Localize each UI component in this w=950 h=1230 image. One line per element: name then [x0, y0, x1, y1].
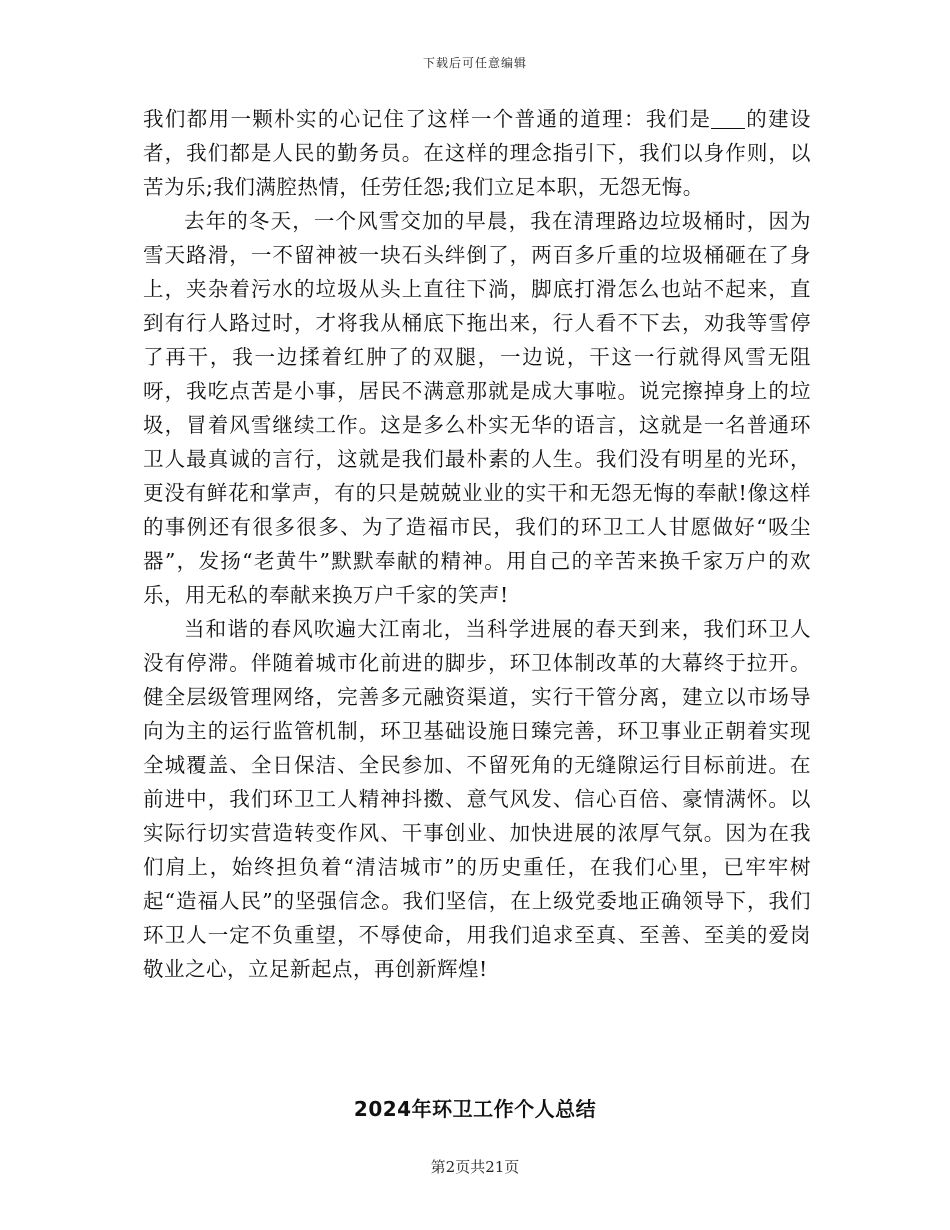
- fill-in-blank: [711, 108, 745, 130]
- paragraph-1-end: 的建设者，我们都是人民的勤务员。在这样的理念指引下，我们以身作则，以苦为乐;我们满腔热情，任劳任怨;我们立足本职，无怨无悔。: [143, 107, 812, 199]
- page-header: 下载后可任意编辑: [422, 56, 527, 70]
- paragraph-2: 去年的冬天，一个风雪交加的早晨，我在清理路边垃圾桶时，因为雪天路滑，一不留神被一块石头绊倒了，两百多斤重的垃圾桶砸在了身上，夹杂着污水的垃圾从头上直往下淌，脚底打滑怎么也站不起来，直到有行人路过时，才将我从桶底下拖出来，行人看不下去，劝我等雪停了再干，我一边揉着红肿了的双腿，一边说，干这一行就得风雪无阻呀，我吃点苦是小事，居民不满意那就是成大事啦。说完擦掉身上的垃圾，冒着风雪继续工作。这是多么朴实无华的语言，这就是一名普通环卫人最真诚的言行，这就是我们最朴素的人生。我们没有明星的光环，更没有鲜花和掌声，有的只是兢兢业业的实干和无怨无悔的奉献!像这样的事例还有很多很多、为了造福市民，我们的环卫工人甘愿做好“吸尘器”，发扬“老黄牛”默默奉献的精神。用自己的辛苦来换千家万户的欢乐，用无私的奉献来换万户千家的笑声!: [143, 209, 811, 607]
- section-title: 2024年环卫工作个人总结: [353, 1097, 597, 1121]
- paragraph-1-start: 我们都用一颗朴实的心记住了这样一个普通的道理：我们是: [143, 107, 712, 131]
- paragraph-1: [143, 102, 811, 204]
- document-body: [143, 102, 811, 986]
- paragraph-3: 当和谐的春风吹遍大江南北，当科学进展的春天到来，我们环卫人没有停滞。伴随着城市化前进的脚步，环卫体制改革的大幕终于拉开。健全层级管理网络，完善多元融资渠道，实行干管分离，建立以市场导向为主的运行监管机制，环卫基础设施日臻完善，环卫事业正朝着实现全城覆盖、全日保洁、全民参加、不留死角的无缝隙运行目标前进。在前进中，我们环卫工人精神抖擞、意气风发、信心百倍、豪情满怀。以实际行切实营造转变作风、干事创业、加快进展的浓厚气氛。因为在我们肩上，始终担负着“清洁城市”的历史重任，在我们心里，已牢牢树起“造福人民”的坚强信念。我们坚信，在上级党委地正确领导下，我们环卫人一定不负重望，不辱使命，用我们追求至真、至善、至美的爱岗敬业之心，立足新起点，再创新辉煌!: [143, 617, 811, 981]
- page-number: 第2页共21页: [430, 1158, 520, 1176]
